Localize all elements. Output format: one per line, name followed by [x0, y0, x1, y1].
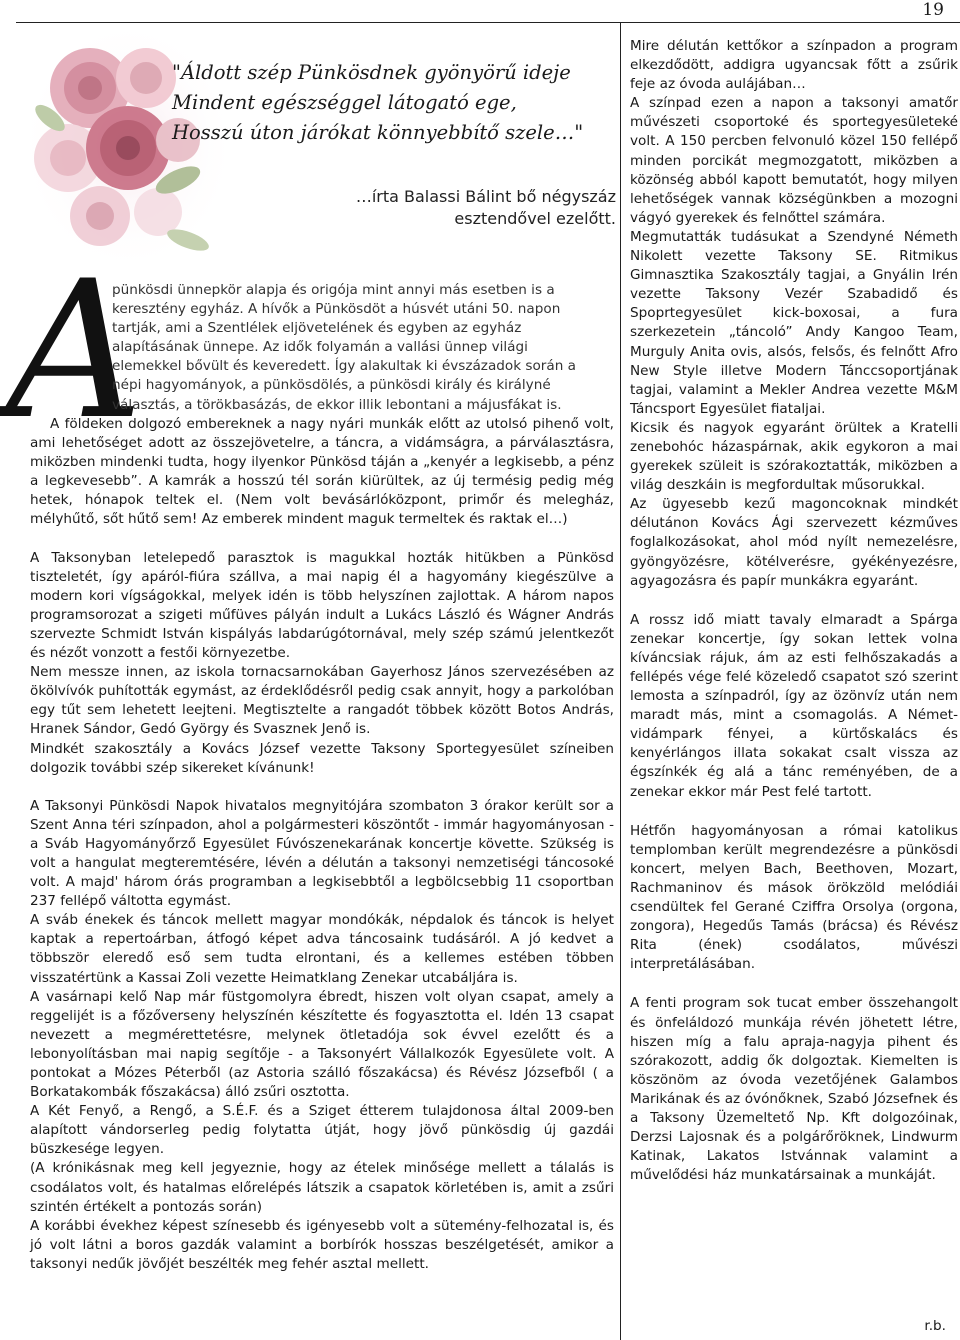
- intro-line: keresztény egyház. A hívők a Pünkösdöt a húsvét utáni 50. napon: [112, 301, 561, 318]
- quote-line: Mindent egészséggel látogató ege,: [172, 91, 517, 114]
- intro-paragraph: [112, 281, 614, 415]
- quote-line: "Áldott szép Pünkösdnek gyönyörű ideje: [172, 61, 571, 84]
- paragraph-spacer: [630, 591, 958, 611]
- column-divider: [620, 22, 621, 1340]
- article-paragraph: (A krónikásnak meg kell jegyeznie, hogy az ételek minősége mellett a tálalás is csodálatos volt, és hatalmas előrelépés látszik a csapatok körletében is, amit a zsűri szintén értékelt a pontozás során): [30, 1160, 614, 1215]
- author-signature: r.b.: [924, 1318, 946, 1334]
- balassi-quote: [172, 58, 612, 148]
- intro-line: választás, a törökbasázás, de ekkor illik lebontani a májusfákat is.: [112, 396, 562, 413]
- article-paragraph: A rossz idő miatt tavaly elmaradt a Spárga zenekar koncertje, így sokan lettek volna kíváncsiak rájuk, ám az esti felhőszakadás a fellépés vége felé közeledő csapatot szó szerint lemosta a színpadról, így az özönvíz után nem maradt más, mint a csomagolás. A Német-vidámpark fényei, a kürtőskalács és kenyérlángos illata sokakat csalt vissza az égszínkék ég alá a tánc reményében, de a zenekar ekkor már Pest felé tartott.: [630, 611, 958, 800]
- header-rule: [16, 22, 960, 23]
- intro-line: népi hagyományok, a pünkösdölés, a pünkösdi király és királyné: [112, 377, 551, 394]
- article-paragraph: Nem messze innen, az iskola tornacsarnokában Gayerhosz János szervezésében az ökölvívók puhították egymást, az érdeklődésről pedig csak annyit, hogy a parkolóban egy tűt sem lehetett leejteni. Megtisztelte a rangadót többek között Botos András, Hranek Sándor, Gedó György és Svasznek Jenő is.: [30, 664, 614, 738]
- intro-line: alapításának ünnepe. Az idők folyamán a vallási ünnep világi: [112, 339, 528, 356]
- article-paragraph: Mire délután kettőkor a színpadon a program elkezdődött, addigra ugyancsak főtt a zsűrik feje az óvoda aulájában…: [630, 38, 958, 93]
- dropcap-letter: [4, 240, 144, 461]
- intro-line: tartják, ami a Szentlélek eljövetelének és egyben az egyház: [112, 320, 522, 337]
- quote-attribution: [296, 186, 616, 230]
- article-paragraph: A vasárnapi kelő Nap már füstgomolyra ébredt, hiszen volt olyan csapat, amely a reggelijét is a főzőverseny helyszínén készítette és fogyasztotta el. Idén 13 csapat nevezett a megmérettetésre, melynek ötletadója sok évvel ezelőtt és a lebonyolításban mai napig segítője - a Taksonyért Vállalkozók Egyesülete volt. A pontokat a Mózes Péterből (az Astoria szálló főszakácsa) és Révész Józsefből ( a Borkatakombák főszakácsa) álló zsűri osztotta.: [30, 988, 614, 1101]
- article-paragraph: Hétfőn hagyományosan a római katolikus templomban került megrendezésre a pünkösdi koncert, melyen Bach, Beethoven, Mozart, Rachmaninov és mások örökzöld melódiái csendültek fel Gerané Cziffra Orsolya (orgona, zongora), Hegedűs Tamás (brácsa) és Révész Rita (ének) csodálatos, művészi interpretálásában.: [630, 822, 958, 973]
- article-paragraph: Megmutatták tudásukat a Szendyné Németh Nikolett vezette Taksony SE. Ritmikus Gimnasztika Szakosztály tagjai, a Gnyálin Irén vezette Taksony Vezér Szabadidő és Spoprtegyesület kick-boxosai, a fura szerkezetein „táncoló” Andy Kangoo Team, Murguly Anita ovis, alsós, felsős, és felnőtt Afro New Style illetve Modern Tánccsoportjának tagjai, valamint a Mekler Andrea vezette M&M Táncsport Egyesület fiataljai.: [630, 228, 958, 417]
- paragraph-spacer: [30, 778, 614, 797]
- intro-line: elemekkel bővült és keveredett. Így alakultak ki évszázadok során a: [112, 358, 576, 375]
- article-paragraph: A fenti program sok tucat ember összehangolt és önfeláldozó munkája révén jöhetett létre, hiszen míg a falu apraja-nagyja pihent és szórakozott, addig ők dolgoztak. Kiemelten is köszönöm az óvoda vezetőjének Galambos Marikának és az óvónőknek, Szabó Józsefnek és a Taksony Üzemeltető Np. Kft dolgozóinak, Derzsi Lajosnak és a polgárőröknek, Lindwurm Katinak, Lakatos Istvánnak valamint a művelődési ház munkatársainak a munkáját.: [630, 995, 958, 1184]
- article-paragraph: A színpad ezen a napon a taksonyi amatőr művészeti csoportoké és sportegyesületeké volt. A 150 percben felvonuló közel 150 fellépő minden porcikát megmozgatott, miközben a közönség abból kapott bemutatót, hogy milyen lehetőségek vannak községünkben a mozogni vágyó gyerekek és felnőttel számára.: [630, 95, 958, 226]
- article-paragraph: A Taksonyban letelepedő parasztok is magukkal hozták hitükben a Pünkösd tiszteletét, így apáról-fiúra szállva, a mai napig él a hagyomány kiegészülve a modern kori vígságokkal, melyek idén is több helyszínen zajlottak. A három napos programsorozat a szigeti műfüves pályán indult a Lukács László és Wágner András szervezte Schmidt István kispályás labdarúgótornával, mely szép számú jelentkezőt és nézőt vonzott a festői környezetbe.: [30, 549, 614, 662]
- article-paragraph: A Taksonyi Pünkösdi Napok hivatalos megnyitójára szombaton 3 órakor került sor a Szent Anna téri színpadon, ahol a polgármesteri köszöntőt - immár hagyományosan - a Sváb Hagyományőrző Egyesület Fúvószenekarának koncertje követte. Szükség is volt a hangulat megteremtésére, lévén a délután a taksonyi nemzetiségi táncosoké volt. A majd' három órás programban a legkisebbtől a legbölcsebbig 11 csoportban 237 fellépő váltotta egymást.: [30, 797, 614, 910]
- paragraph-spacer: [30, 530, 614, 549]
- article-paragraph: A földeken dolgozó embereknek a nagy nyári munkák előtt az utolsó pihenő volt, ami lehetőséget adott az összejövetelre, a táncra, a vidámságra, a párválasztásra, miközben mindenki tudta, hogy ilyenkor Pünkösd táján a „kenyér a legkisebb, a pénz a legkevesebb”. A kamrák a hosszú tél során kiürültek, az új termésig pedig még hetek, hónapok teltek el. (Nem volt bevásárlóközpont, primőr és melegház, mélyhűtő, sőt hűtő sem! Az emberek mindent maguk termeltek és raktak el…): [30, 416, 614, 528]
- intro-line: pünkösdi ünnepkör alapja és origója mint annyi más esetben is a: [112, 282, 555, 298]
- attribution-line: esztendővel ezelőtt.: [454, 209, 616, 228]
- paragraph-spacer: [630, 974, 958, 994]
- article-paragraph: Kicsik és nagyok egyaránt örültek a Kratelli zenebohóc házaspárnak, akik egykoron a mai gyerekek szüleit is szórakoztatták, miközben a világ deszkáin is megfordultak műsorukkal.: [630, 419, 958, 494]
- article-paragraph: A Két Fenyő, a Rengő, a S.É.F. és a Sziget étterem tulajdonosa által 2009-ben alapított vándorserleg pedig folytatta útját, hogy jövő pünkösdig új gazdái büszkesége legyen.: [30, 1103, 614, 1158]
- quote-line: Hosszú úton járókat könnyebbítő szele…": [172, 121, 584, 144]
- article-paragraph: A sváb énekek és táncok mellett magyar mondókák, népdalok és táncok is helyet kaptak a repertoárban, átfogó képet adva táncosaink tudásáról. A jó kedvet a többször eleredő eső sem tudta elrontani, és a kellemes estében többen visszatértünk a Kassai Zoli vezette Heimatklang Zenekar utcabáljára is.: [30, 912, 614, 986]
- article-paragraph: A korábbi évekhez képest színesebb és igényesebb volt a sütemény-felhozatal is, és jó volt látni a boros gazdák valamint a borbírók hosszas beszélgetését, amikor a taksonyi nedűk jövőjét beszélték meg fehér asztal mellett.: [30, 1217, 614, 1272]
- right-column-article: [630, 37, 958, 1185]
- left-column-article: [30, 415, 614, 1274]
- paragraph-spacer: [630, 802, 958, 822]
- article-paragraph: Mindkét szakosztály a Kovács József vezette Taksony Sportegyesület színeiben dolgozik további szép sikereket kívánunk!: [30, 740, 614, 776]
- page-number: 19: [922, 0, 944, 20]
- attribution-line: …írta Balassi Bálint bő négyszáz: [355, 187, 616, 206]
- svg-text:A: A: [6, 240, 144, 461]
- article-paragraph: Az ügyesebb kezű magoncoknak mindkét délutánon Kovács Ági szervezett kézműves foglalkozásokat, ahol mód nyílt nemezelésre, gyöngyözésre, kötélverésre, gyékényezésre, agyagozásra és papír munkákra egyaránt.: [630, 496, 958, 589]
